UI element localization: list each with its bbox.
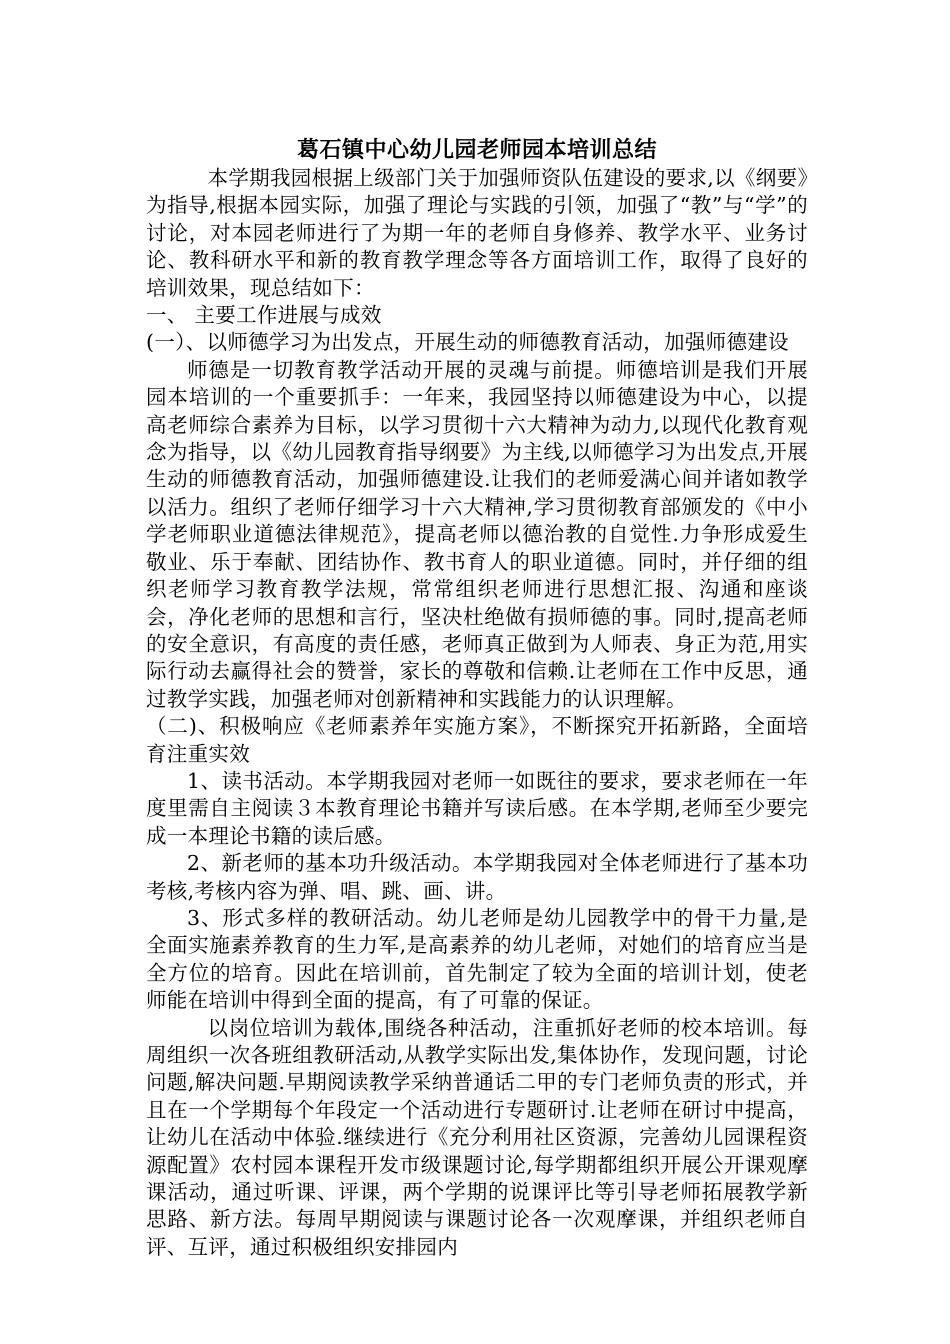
list-item-research: 3、形式多样的教研活动。幼儿老师是幼儿园教学中的骨干力量,是全面实施素养教育的生力军,是高素养的幼儿老师，对她们的培育应当是全方位的培育。因此在培训前，首先制定了较为全面的培训计划，使老师能在培训中得到全面的提高，有了可靠的保证。: [146, 905, 808, 1013]
document-title: 葛石镇中心幼儿园老师园本培训总结: [296, 137, 657, 163]
subsection-body-1: 师德是一切教育教学活动开展的灵魂与前提。师德培训是我们开展园本培训的一个重要抓手：一年来，我园坚持以师德建设为中心，以提高老师综合素养为目标，以学习贯彻十六大精神为动力,以现代化教育观念为指导，以《幼儿园教育指导纲要》为主线,以师德学习为出发点,开展生动的师德教育活动，加强师德建设.让我们的老师爱满心间并诸如教学以活力。组织了老师仔细学习十六大精神,学习贯彻教育部颁发的《中小学老师职业道德法律规范》，提高老师以德治教的自觉性.力争形成爱生敬业、乐于奉献、团结协作、教书育人的职业道德。同时，并仔细的组织老师学习教育教学法规，常常组织老师进行思想汇报、沟通和座谈会，净化老师的思想和言行，坚决杜绝做有损师德的事。同时,提高老师的安全意识，有高度的责任感，老师真正做到为人师表、身正为范,用实际行动去赢得社会的赞誉，家长的尊敬和信赖.让老师在工作中反思，通过教学实践，加强老师对创新精神和实践能力的认识理解。: [146, 357, 808, 711]
subsection-heading-2: （二)、积极响应《老师素养年实施方案》，不断探究开拓新路，全面培育注重实效: [146, 714, 808, 766]
list-item-basic-skills: 2、新老师的基本功升级活动。本学期我园对全体老师进行了基本功考核,考核内容为弹、唱、跳、画、讲。: [146, 851, 808, 903]
closing-paragraph: 以岗位培训为载体,围绕各种活动，注重抓好老师的校本培训。每周组织一次各班组教研活动,从教学实际出发,集体协作，发现问题，讨论问题,解决问题.早期阅读教学采纳普通话二甲的专门老师负责的形式，并且在一个学期每个年段定一个活动进行专题研讨.让老师在研讨中提高，让幼儿在活动中体验.继续进行《充分利用社区资源，完善幼儿园课程资源配置》农村园本课程开发市级课题讨论,每学期都组织开展公开课观摩课活动，通过听课、评课，两个学期的说课评比等引导老师拓展教学新思路、新方法。每周早期阅读与课题讨论各一次观摩课，并组织老师自评、互评，通过积极组织安排园内: [146, 1015, 808, 1259]
section-heading-1: 一、 主要工作进展与成效: [146, 303, 382, 328]
list-item-reading: 1、读书活动。本学期我园对老师一如既往的要求，要求老师在一年度里需自主阅读３本教育理论书籍并写读后感。在本学期,老师至少要完成一本理论书籍的读后感。: [146, 768, 808, 848]
intro-paragraph: 本学期我园根据上级部门关于加强师资队伍建设的要求,以《纲要》为指导,根据本园实际，加强了理论与实践的引领，加强了“教”与“学”的讨论，对本园老师进行了为期一年的老师自身修养、教学水平、业务讨论、教科研水平和新的教育教学理念等各方面培训工作，取得了良好的培训效果，现总结如下：: [146, 166, 808, 300]
document-body: [146, 135, 808, 1261]
subsection-heading-1: (一）、以师德学习为出发点，开展生动的师德教育活动，加强师德建设: [146, 330, 789, 355]
